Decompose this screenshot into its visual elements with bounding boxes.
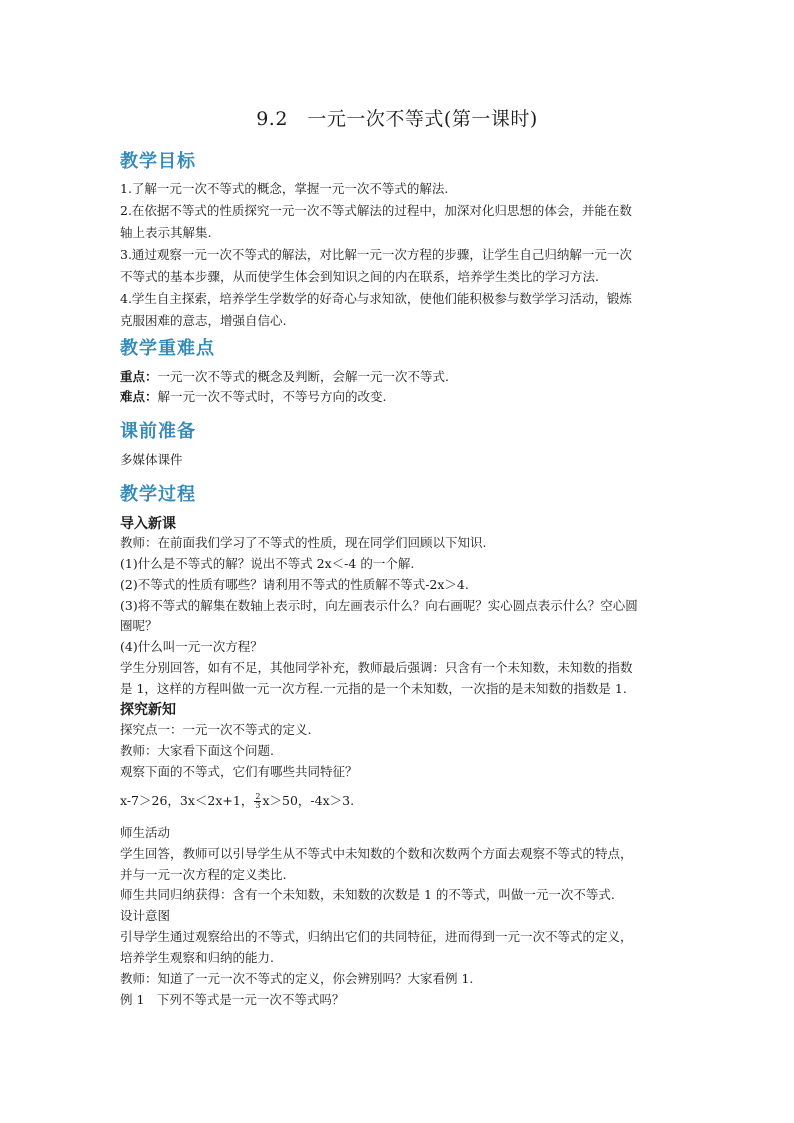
intro-line-2: (1)什么是不等式的解？说出不等式 2x＜-4 的一个解. (120, 556, 415, 571)
after-line-3: 并与一元一次方程的定义类比. (120, 867, 287, 882)
inequality-examples (120, 790, 680, 812)
intro-line-6: (4)什么叫一元一次方程？ (120, 639, 263, 654)
after-line-4: 师生共同归纳获得：含有一个未知数，未知数的次数是 1 的不等式，叫做一元一次不等式. (120, 887, 615, 902)
intro-line-7: 学生分别回答，如有不足，其他同学补充，教师最后强调：只含有一个未知数，未知数的指数 (120, 660, 633, 675)
intro-line-8: 是 1，这样的方程叫做一元一次方程.一元指的是一个未知数，一次指的是未知数的指数是 1. (120, 681, 627, 696)
after-line-1: 师生活动 (120, 825, 171, 840)
explore-line-1: 探究点一：一元一次不等式的定义. (120, 722, 312, 737)
key-point (120, 366, 680, 388)
intro-line-5: 圈呢？ (120, 618, 158, 633)
heading-prep: 课前准备 (120, 421, 196, 442)
after-line-6: 引导学生通过观察给出的不等式，归纳出它们的共同特征，进而得到一元一次不等式的定义， (120, 929, 633, 944)
goal-line-3: 轴上表示其解集. (120, 225, 212, 240)
after-line-2: 学生回答，教师可以引导学生从不等式中未知数的个数和次数两个方面去观察不等式的特点， (120, 846, 633, 861)
explore-line-2: 教师：大家看下面这个问题. (120, 743, 274, 758)
difficult-label: 难点： (120, 389, 158, 404)
key-label: 重点： (120, 369, 158, 384)
subheading-explore: 探究新知 (120, 702, 176, 718)
after-line-5: 设计意图 (120, 908, 171, 923)
subheading-intro: 导入新课 (120, 516, 176, 532)
heading-process: 教学过程 (120, 484, 196, 505)
heading-goals: 教学目标 (120, 151, 196, 172)
formula-part-1: x-7＞26，3x＜2x+1， (120, 793, 254, 808)
formula-part-2: x＞50，-4x＞3. (262, 793, 355, 808)
goal-line-6: 4.学生自主探索，培养学生学数学的好奇心与求知欲，使他们能积极参与数学学习活动，锻炼 (120, 291, 632, 306)
goal-line-1: 1.了解一元一次不等式的概念，掌握一元一次不等式的解法. (120, 181, 449, 196)
difficult-point (120, 386, 680, 408)
intro-line-4: (3)将不等式的解集在数轴上表示时，向左画表示什么？向右画呢？实心圆点表示什么？空心圆 (120, 598, 638, 613)
goal-line-5: 不等式的基本步骤，从而使学生体会到知识之间的内在联系，培养学生类比的学习方法. (120, 269, 599, 284)
goal-line-4: 3.通过观察一元一次不等式的解法，对比解一元一次方程的步骤，让学生自己归纳解一元一次 (120, 247, 632, 262)
goal-line-2: 2.在依据不等式的性质探究一元一次不等式解法的过程中，加深对化归思想的体会，并能在数 (120, 203, 632, 218)
after-line-7: 培养学生观察和归纳的能力. (120, 950, 274, 965)
key-text: 一元一次不等式的概念及判断，会解一元一次不等式. (157, 369, 449, 384)
page-title: 9.2 一元一次不等式(第一课时) (256, 108, 538, 130)
intro-line-3: (2)不等式的性质有哪些？请利用不等式的性质解不等式-2x＞4. (120, 577, 469, 592)
explore-line-3: 观察下面的不等式，它们有哪些共同特征？ (120, 764, 358, 779)
prep-text: 多媒体课件 (120, 452, 183, 467)
fraction-numerator: 2 (255, 792, 261, 801)
intro-line-1: 教师：在前面我们学习了不等式的性质，现在同学们回顾以下知识. (120, 535, 487, 550)
fraction-denominator: 3 (255, 801, 261, 810)
goal-line-7: 克服困难的意志，增强自信心. (120, 313, 287, 328)
heading-keypoints: 教学重难点 (120, 338, 215, 359)
difficult-text: 解一元一次不等式时，不等号方向的改变. (157, 389, 387, 404)
fraction (254, 793, 261, 810)
after-line-8: 教师：知道了一元一次不等式的定义，你会辨别吗？大家看例 1. (120, 971, 474, 986)
after-line-9: 例 1 下列不等式是一元一次不等式吗？ (120, 992, 345, 1007)
